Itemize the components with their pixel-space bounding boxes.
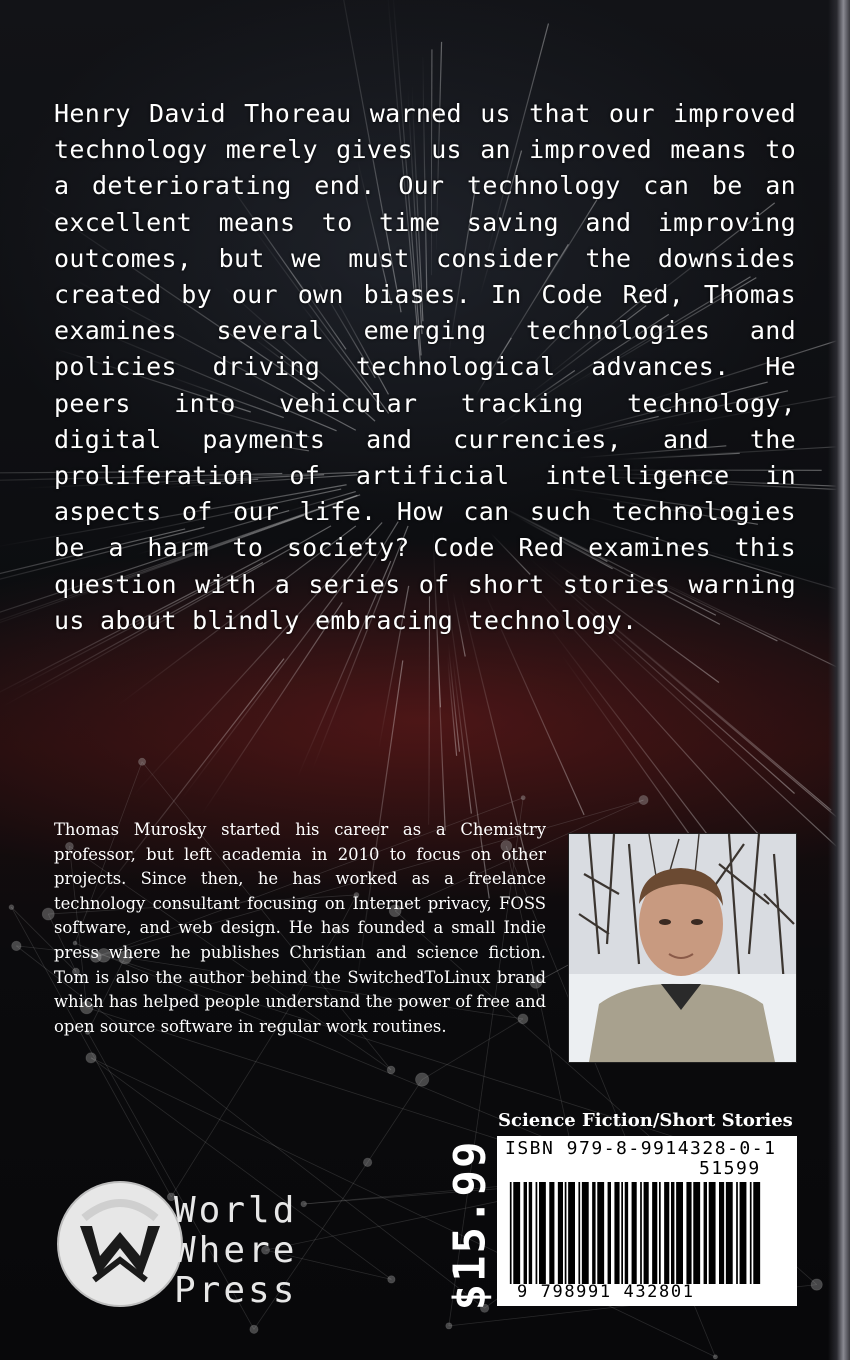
barcode-digits: 9 798991 432801 [517, 1282, 695, 1302]
network-node [639, 795, 648, 804]
network-node [250, 1325, 258, 1333]
barcode-bar [750, 1182, 752, 1284]
barcode-bar [524, 1182, 527, 1284]
barcode-bar [539, 1182, 546, 1284]
barcode-bar [558, 1182, 563, 1284]
barcode-bar [578, 1182, 580, 1284]
publisher-name-line2: Where [174, 1230, 298, 1271]
barcode-bar [614, 1182, 619, 1284]
light-streak [544, 620, 728, 861]
barcode-bar [709, 1182, 716, 1284]
barcode-bar [693, 1182, 700, 1284]
author-bio: Thomas Murosky started his career as a Chemistry professor, but left academia in 2010 to focus on other projects. Since then, he has worked as a freelance technology consultant focusing on Internet privacy, FOSS software, and web design. He has founded a small Indie press where he publishes Christian and science fiction. Tom is also the author behind the SwitchedToLinux brand which has helped people understand the power of free and open source software in regular work routines. [54, 820, 546, 1036]
genre-label: Science Fiction/Short Stories [498, 1110, 793, 1131]
barcode-bar [719, 1182, 724, 1284]
barcode-bar [597, 1182, 604, 1284]
barcode-bar [686, 1182, 691, 1284]
network-link [368, 1080, 423, 1163]
barcode-bar [671, 1182, 674, 1284]
barcode-supplement-number: 51599 [699, 1158, 761, 1179]
barcode-bar [632, 1182, 637, 1284]
barcode-bar [592, 1182, 595, 1284]
barcode-bar [644, 1182, 649, 1284]
spine-edge [828, 0, 850, 1360]
barcode-bar [621, 1182, 623, 1284]
publisher-logo [54, 1178, 344, 1310]
light-streak [605, 618, 832, 810]
barcode-bar [659, 1182, 661, 1284]
network-node [12, 941, 21, 950]
barcode-bar [652, 1182, 657, 1284]
barcode-bar [753, 1182, 760, 1284]
barcode-bar [704, 1182, 707, 1284]
barcode-bar [568, 1182, 575, 1284]
author-photo [568, 833, 797, 1063]
barcode-bar [510, 1182, 512, 1284]
barcode-bar [726, 1182, 733, 1284]
barcode-bar [565, 1182, 567, 1284]
network-node [42, 908, 54, 920]
barcode-bar [625, 1182, 628, 1284]
barcode-bar [640, 1182, 642, 1284]
barcode-bar [736, 1182, 738, 1284]
publisher-name-line1: World [174, 1190, 298, 1231]
network-node [387, 1066, 395, 1074]
barcode-bar [676, 1182, 683, 1284]
barcode-bar [664, 1182, 669, 1284]
barcode-bar [513, 1182, 520, 1284]
price: $15.99 [444, 1139, 496, 1311]
barcode-bar [582, 1182, 589, 1284]
publisher-name-line3: Press [174, 1270, 298, 1310]
barcode-bar [549, 1182, 554, 1284]
barcode-bars [503, 1182, 791, 1284]
barcode [497, 1136, 797, 1306]
network-node [9, 905, 14, 910]
blurb-text: Henry David Thoreau warned us that our improved technology merely gives us an improved means to a deteriorating end. Our technology can be an excellent means to time saving and improving outcomes, but we must consider the downsides created by our own biases. In Code Red, Thomas examines several emerging technologies and policies driving technological advances. He peers into vehicular tracking technology, digital payments and currencies, and the proliferation of artificial intelligence in aspects of our life. How can such technologies be a harm to society? Code Red examines this question with a series of short stories warning us about blindly embracing technology. [54, 99, 796, 635]
isbn-number: ISBN 979-8-9914328-0-1 [505, 1138, 777, 1159]
barcode-bar [536, 1182, 538, 1284]
barcode-bar [529, 1182, 532, 1284]
barcode-bar [740, 1182, 747, 1284]
network-node [138, 758, 145, 765]
barcode-bar [608, 1182, 611, 1284]
network-node [446, 1323, 452, 1329]
